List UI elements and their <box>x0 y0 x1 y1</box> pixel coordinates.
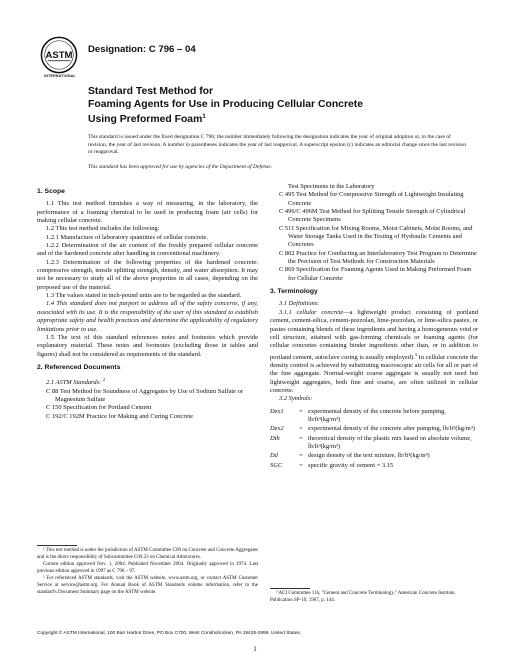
symbols-list <box>270 408 478 471</box>
symbol-definition: theoretical density of the plastic mix based on absolute volume, lb/ft³(kg/m³) <box>308 434 472 451</box>
document-title <box>88 86 458 127</box>
symbol-definition: experimental density of the concrete before pumping, lb/ft³(kg/m³) <box>308 407 446 424</box>
paragraph: 1.2.3 Determination of the following properties of the hardened concrete: compressive strength, tensile splitting strength, density, and water absorption. It may not be necessary to study all of the above properties in all cases, depending on the proposed use of the material. <box>37 258 258 291</box>
paragraph: 1.2.2 Determination of the air content of the freshly prepared cellular concrete and of the hardened concrete after handling in conventional machinery. <box>37 242 258 258</box>
reference-item: C 495 Test Method for Compressive Strength of Lightweight Insulating Concrete <box>279 191 464 207</box>
standard-notice: This standard is issued under the fixed designation C 796; the number immediately following the designation indicates the year of original adoption or, in the case of revision, the year of last revision. A number in parentheses indicates the year of last reapproval. A superscript epsilon (ε) indicates an editorial change since the last revision or reapproval. <box>88 134 467 155</box>
symbol-definition: experimental density of the concrete after pumping, lb/ft³(kg/m³) <box>308 425 475 433</box>
title-line-3: Using Preformed Foam$^1$ <box>88 114 206 126</box>
footnote-1-edition: Current edition approved Nov. 1, 2004. Published November 2004. Originally approved in 1974. Last previous edition approved in 1997 as C 796 – 97. <box>37 562 258 574</box>
symbol: Dex2 <box>270 425 284 433</box>
section-heading-scope: 1. Scope <box>37 188 65 195</box>
paragraph: 1.1 This test method furnishes a way of measuring, in the laboratory, the performance of a foaming chemical to be used in producing foam (air cells) for making cellular concrete. <box>37 200 258 225</box>
paragraph: 1.2.1 Manufacture of laboratory quantities of cellular concrete. <box>46 233 208 241</box>
symbol-equals: = <box>299 452 303 460</box>
reference-item-continued: Test Specimens in the Laboratory <box>288 183 375 190</box>
footnote-1: ¹ This test method is under the jurisdiction of ASTM Committee C09 on Concrete and Concrete Aggregates and is the direct responsibility of Subcommittee C09.23 on Chemical Admixtures. <box>37 548 258 560</box>
footnote-divider <box>270 588 310 589</box>
symbol-definition: design density of the text mixture, lb/ft³(kg/m³) <box>308 452 430 460</box>
footnote-3: ³ ACI Committee 116, "Cement and Concrete Terminology," American Concrete Institute, Publication SP-19, 1967, p. 144. <box>270 591 456 603</box>
footnotes-right <box>270 591 478 604</box>
footnote-divider <box>37 545 77 546</box>
reference-item: C 802 Practice for Conducting an Interlaboratory Test Program to Determine the Precision of Test Methods for Construction Materials <box>279 249 477 266</box>
symbol: Dex1 <box>270 407 284 415</box>
footnotes-left <box>37 548 258 597</box>
symbol-equals: = <box>299 434 303 442</box>
paragraph: 3.1 Definitions: <box>279 300 320 308</box>
approval-note: This standard has been approved for use by agencies of the Department of Defense. <box>88 164 273 170</box>
symbol-equals: = <box>299 425 303 433</box>
symbol: Dd <box>270 452 278 460</box>
footnote-mark: 3 <box>414 351 418 357</box>
copyright-notice: Copyright © ASTM International, 100 Barr Harbor Drive, PO Box C700, West Conshohocken, PA 19428-2959, United States. <box>37 631 302 636</box>
section-heading-referenced-documents: 2. Referenced Documents <box>37 363 121 371</box>
right-column <box>270 183 478 471</box>
reference-item: C 496/C 496M Test Method for Splitting Tensile Strength of Cylindrical Concrete Specimens <box>279 208 466 224</box>
title-line-2: Foaming Agents for Use in Producing Cellular Concrete <box>88 98 364 110</box>
reference-item: C 150 Specification for Portland Cement <box>46 404 152 412</box>
symbol-equals: = <box>299 461 303 469</box>
paragraph: 3.2 Symbols: <box>279 395 313 403</box>
paragraph: 1.2 This test method includes the following: <box>46 225 160 233</box>
page-number: 1 <box>253 645 257 653</box>
reference-item: C 511 Specification for Mixing Rooms, Moist Cabinets, Moist Rooms, and Water Storage Tanks Used in the Testing of Hydraulic Cements and Concretes <box>279 224 473 249</box>
symbol: Dth <box>270 434 280 442</box>
title-line-1: Standard Test Method for <box>88 86 214 97</box>
symbol: SGC <box>270 461 283 469</box>
footnote-2: ² For referenced ASTM standards, visit the ASTM website, www.astm.org, or contact ASTM Customer Service at service@astm.org. For Annual Book of ASTM Standards volume information, refer to the standard's Document Summary page on the ASTM website. <box>37 576 258 595</box>
logo-subtext: INTERNATIONAL <box>44 74 76 78</box>
footnote-mark: 2 <box>102 377 106 383</box>
astm-logo <box>40 36 78 74</box>
astm-logo-icon <box>40 36 78 74</box>
paragraph: 1.5 The text of this standard references notes and footnotes which provide explanatory material. These notes and footnotes (excluding those in tables and figures) shall not be considered as requirements of the standard. <box>37 333 258 358</box>
left-column <box>37 183 258 421</box>
symbol-definition: specific gravity of cement = 3.15 <box>308 461 394 469</box>
section-heading-terminology: 3. Terminology <box>270 288 318 296</box>
reference-item: C 869 Specification for Foaming Agents Used in Making Preformed Foam for Cellular Concrete <box>279 266 472 282</box>
reference-item: C 88 Test Method for Soundness of Aggregates by Use of Sodium Sulfate or Magnesium Sulfate <box>46 387 244 404</box>
symbol-equals: = <box>299 407 303 415</box>
definition-cellular-concrete: 3.1.1 cellular concrete—a lightweight product consisting of portland cement, cement-silica, cement-pozzolan, lime-pozzolan, or lime-silica pastes, or pastes containing blends of these ingredients and having a homogeneous void or cell structure, attained with gas-forming chemicals or foaming agents (for cellular concretes containing binder ingredients other than, or in addition to portland cement, autoclave curing is usually employed).$^3$ In cellular concrete the density control is achieved by substituting macroscopic air cells for all or part of the fine aggregate. Normal-weight coarse aggregate is usually not used but lightweight aggregates, both fine and coarse, are often utilized in cellular concrete. <box>270 308 478 395</box>
paragraph: 1.3 The values stated in inch-pound units are to be regarded as the standard. <box>46 292 242 300</box>
paragraph: 2.1 ASTM Standards: $^2$ <box>46 377 106 387</box>
title-footnote-mark: 1 <box>202 114 206 121</box>
reference-item: C 192/C 192M Practice for Making and Curing Concrete <box>46 412 193 420</box>
svg-text:ASTM: ASTM <box>45 49 73 61</box>
designation: Designation: C 796 – 04 <box>88 44 196 55</box>
paragraph-safety: 1.4 This standard does not purport to address all of the safety concerns, if any, associated with its use. It is the responsibility of the user of this standard to establish appropriate safety and health practices and determine the applicability of regulatory limitations prior to use. <box>37 300 258 333</box>
